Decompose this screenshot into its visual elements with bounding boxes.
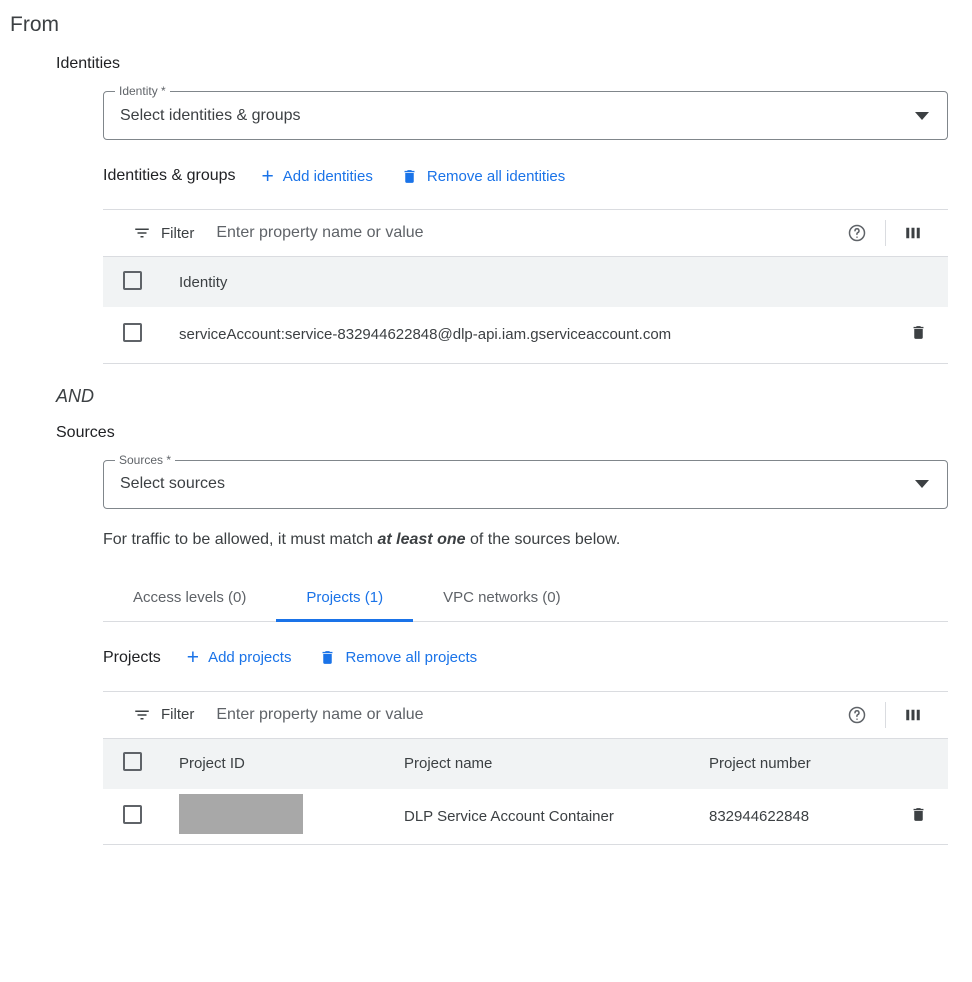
- projects-col-project-number: Project number: [709, 755, 811, 772]
- projects-toolbar-label: Projects: [103, 648, 161, 666]
- trash-icon: [319, 649, 336, 666]
- projects-row-checkbox-cell: [103, 789, 179, 845]
- identities-heading: Identities: [56, 55, 121, 72]
- redacted-project-id: [179, 794, 303, 834]
- identity-select-value: Select identities & groups: [120, 106, 301, 124]
- toolbar-divider: [885, 702, 886, 728]
- identity-select-legend: Identity *: [115, 84, 170, 98]
- project-number-cell: 832944622848: [709, 807, 810, 825]
- identities-table-header-row: [103, 257, 948, 307]
- table-row[interactable]: [103, 307, 948, 363]
- select-all-checkbox[interactable]: [123, 271, 142, 290]
- project-name-cell: DLP Service Account Container: [404, 807, 614, 825]
- chevron-down-icon[interactable]: [915, 480, 929, 488]
- toolbar-divider: [885, 220, 886, 246]
- identities-filter-bar: [103, 209, 948, 257]
- sources-helper-emphasis: at least one: [377, 530, 466, 548]
- sources-helper-prefix: For traffic to be allowed, it must match: [103, 530, 378, 548]
- identities-row-checkbox-cell: [103, 307, 179, 363]
- filter-icon: [133, 706, 151, 724]
- columns-icon[interactable]: [904, 706, 922, 724]
- projects-toolbar: [103, 644, 948, 672]
- tab-projects[interactable]: Projects (1): [276, 574, 413, 621]
- project-id-cell: [179, 789, 404, 845]
- remove-all-projects-button[interactable]: [319, 649, 477, 666]
- remove-all-identities-button[interactable]: [401, 168, 565, 185]
- identity-select[interactable]: [103, 84, 948, 140]
- add-projects-button[interactable]: [187, 647, 292, 668]
- identities-table: [103, 257, 948, 364]
- row-checkbox[interactable]: [123, 323, 142, 342]
- remove-all-projects-label: Remove all projects: [345, 649, 478, 666]
- projects-select-all-cell: [103, 739, 179, 789]
- help-circle-icon[interactable]: [847, 705, 867, 725]
- table-row[interactable]: [103, 789, 948, 845]
- sources-select-legend: Sources *: [115, 453, 175, 467]
- select-all-checkbox[interactable]: [123, 752, 142, 771]
- identities-filter-input[interactable]: [214, 223, 847, 243]
- identities-col-actions: [888, 257, 948, 307]
- projects-filter-bar: [103, 691, 948, 739]
- identities-toolbar-label: Identities & groups: [103, 167, 236, 184]
- identity-value: serviceAccount:service-832944622848@dlp-api.iam.gserviceaccount.com: [179, 326, 672, 344]
- sources-heading: Sources: [56, 423, 115, 441]
- sources-helper-text: [103, 531, 948, 549]
- sources-select[interactable]: [103, 452, 948, 509]
- identities-toolbar: [103, 162, 948, 190]
- sources-select-value: Select sources: [120, 475, 225, 492]
- add-projects-label: Add projects: [208, 649, 292, 666]
- add-identities-label: Add identities: [282, 167, 373, 185]
- identities-row-actions: [888, 307, 948, 363]
- sources-section: [103, 452, 948, 846]
- sources-helper-suffix: of the sources below.: [465, 530, 621, 548]
- identities-select-all-cell: [103, 257, 179, 307]
- projects-row-actions: [888, 789, 948, 845]
- projects-col-project-id: Project ID: [179, 755, 245, 772]
- projects-filter-label: Filter: [161, 706, 195, 723]
- projects-col-project-name: Project name: [404, 755, 493, 772]
- projects-col-actions: [888, 739, 948, 789]
- columns-icon[interactable]: [904, 224, 922, 242]
- trash-icon: [401, 168, 418, 185]
- filter-icon: [133, 224, 151, 242]
- tab-access-levels[interactable]: Access levels (0): [133, 588, 247, 606]
- projects-filter-input[interactable]: [214, 705, 847, 725]
- projects-table: [103, 739, 948, 846]
- add-identities-button[interactable]: [262, 166, 373, 187]
- tab-vpc-networks[interactable]: VPC networks (0): [443, 588, 561, 606]
- identities-filter-label: Filter: [161, 224, 195, 242]
- delete-row-icon[interactable]: [910, 324, 927, 341]
- chevron-down-icon[interactable]: [915, 112, 929, 120]
- delete-row-icon[interactable]: [910, 806, 927, 823]
- remove-all-identities-label: Remove all identities: [426, 167, 566, 185]
- page-title: From: [10, 13, 59, 36]
- projects-table-header-row: [103, 739, 948, 789]
- conjunction-label: AND: [56, 385, 95, 406]
- plus-icon: +: [261, 164, 274, 188]
- help-circle-icon[interactable]: [847, 223, 867, 243]
- identities-section: [103, 84, 948, 364]
- sources-tabs: [103, 574, 948, 622]
- identities-col-identity: Identity: [179, 273, 228, 291]
- plus-icon: +: [186, 646, 200, 669]
- row-checkbox[interactable]: [123, 805, 142, 824]
